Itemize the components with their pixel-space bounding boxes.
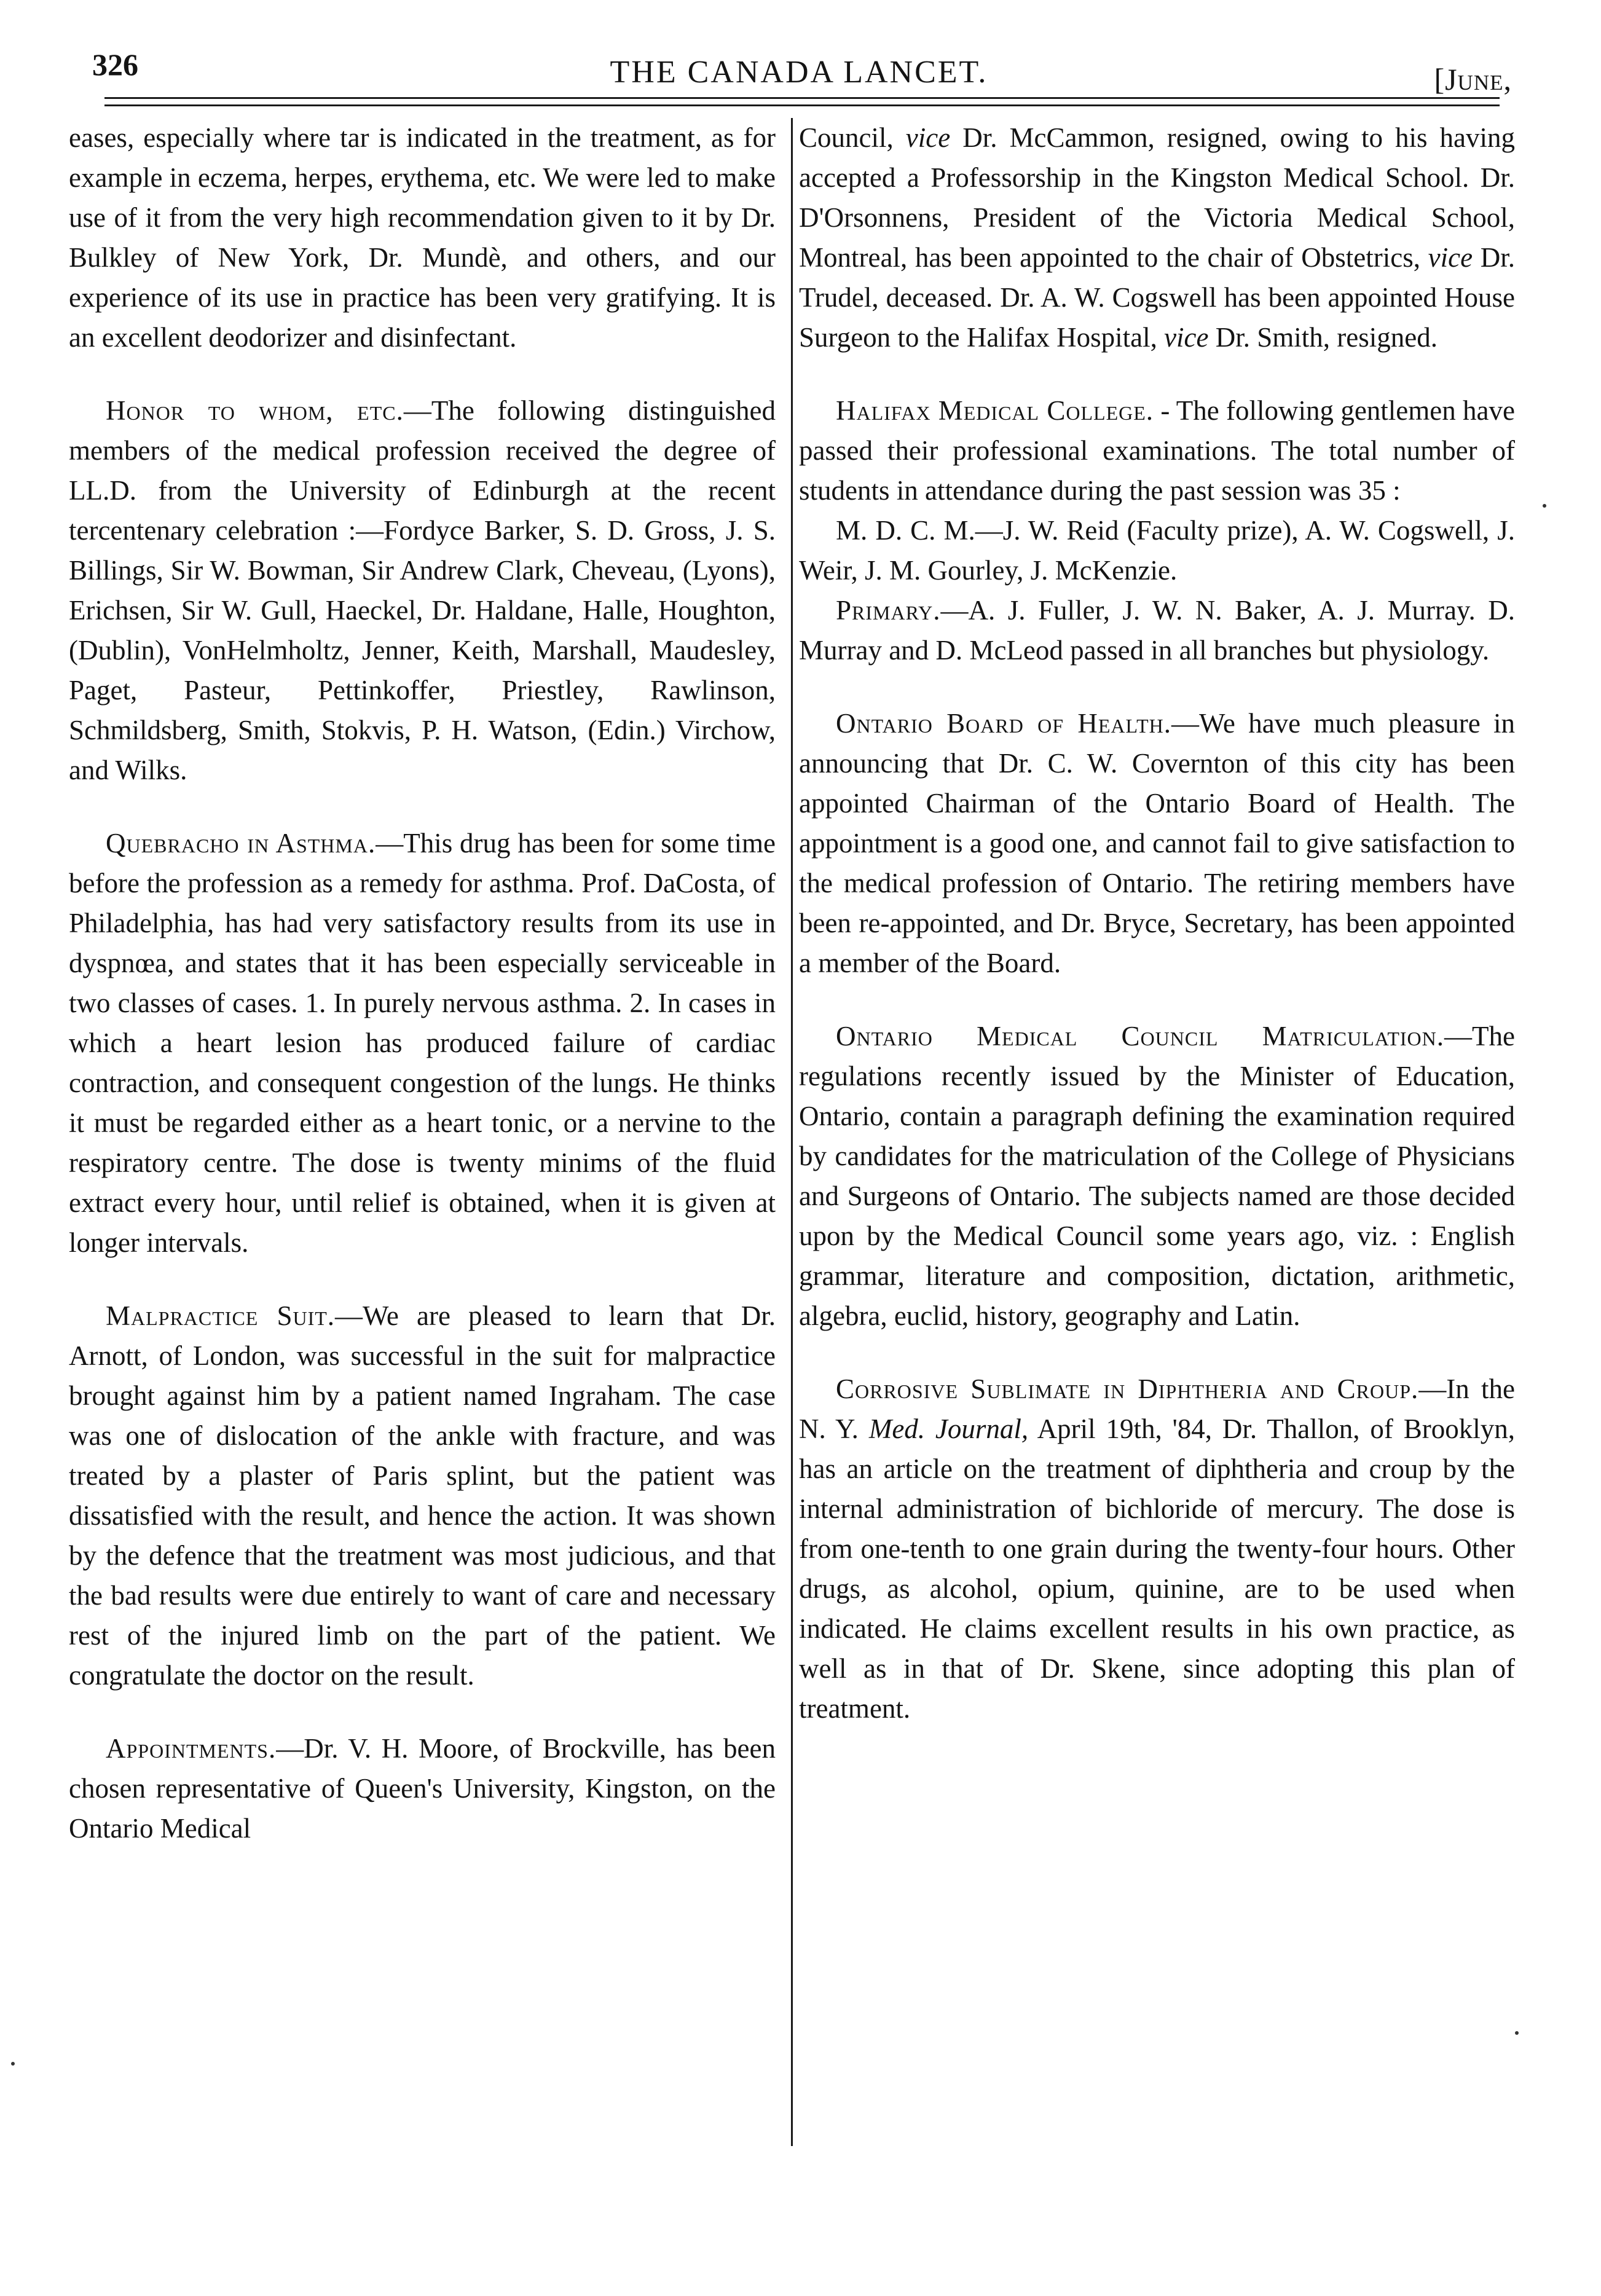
malpractice-heading: Malpractice Suit.	[106, 1300, 336, 1331]
corrosive-body-2: April 19th, '84, Dr. Thallon, of Brooklyn, has an article on the treatment of diphtheria and croup by the internal administration of bichloride of mercury. The dose is from one-tenth to one grain during the twenty-four hours. Other drugs, as alcohol, opium, quinine, are to be used when indicated. He claims excellent results in his own practice, as well as in that of Dr. Skene, since adopting this plan of treatment.	[799, 1413, 1515, 1724]
appointments-continued-paragraph	[799, 118, 1515, 358]
honor-heading: Honor to whom, etc.	[106, 395, 404, 426]
print-speck	[1515, 2031, 1519, 2035]
quebracho-heading: Quebracho in Asthma.	[106, 828, 376, 859]
left-column	[69, 118, 776, 1849]
malpractice-body: —We are pleased to learn that Dr. Arnott, of London, was successful in the suit for malpractice brought against him by a patient named Ingraham. The case was one of dislocation of the ankle with fracture, and was treated by a plaster of Paris splint, but the patient was dissatisfied with the result, and hence the action. It was shown by the defence that the treatment was most judicious, and that the bad results were due entirely to want of care and necessary rest of the injured limb on the part of the patient. We congratulate the doctor on the result.	[69, 1300, 776, 1691]
halifax-mdcm: M. D. C. M.—J. W. Reid (Faculty prize), A. W. Cogswell, J. Weir, J. M. Gourley, J. McKenzie.	[799, 515, 1515, 586]
appointments-continued-text-3: Dr. Trudel, deceased. Dr. A. W. Cogswell has been appointed House Surgeon to the Halifax Hospital,	[799, 242, 1515, 353]
corrosive-body-1: —In the N. Y.	[799, 1374, 1515, 1444]
right-column	[799, 118, 1515, 1729]
ontario-board-body: —We have much pleasure in announcing that Dr. C. W. Covernton of this city has been appointed Chairman of the Ontario Board of Health. The appointment is a good one, and cannot fail to give satisfaction to the medical profession of Ontario. The retiring members have been re-appointed, and Dr. Bryce, Secretary, has been appointed a member of the Board.	[799, 708, 1515, 978]
ontario-board-section	[799, 704, 1515, 983]
corrosive-section	[799, 1369, 1515, 1729]
malpractice-paragraph	[69, 1296, 776, 1696]
appointments-heading: Appointments.	[106, 1733, 277, 1764]
honor-section	[69, 391, 776, 790]
intro-paragraph: eases, especially where tar is indicated in the treatment, as for example in eczema, herpes, erythema, etc. We were led to make use of it from the very high recommendation given to it by Dr. Bulkley of New York, Dr. Mundè, and others, and our experience of its use in practice has been very gratifying. It is an excellent deodorizer and disinfectant.	[69, 122, 776, 353]
appointments-section	[69, 1729, 776, 1849]
print-speck	[1543, 504, 1546, 508]
corrosive-journal: Med. Journal,	[868, 1413, 1029, 1444]
quebracho-body: —This drug has been for some time before the profession as a remedy for asthma. Prof. DaCosta, of Philadelphia, has had very satisfactory results from its use in dyspnœa, and states that it has been especially serviceable in two classes of cases. 1. In purely nervous asthma. 2. In cases in which a heart lesion has produced failure of cardiac contraction, and consequent congestion of the lungs. He thinks it must be regarded either as a heart tonic, or a nervine to the respiratory centre. The dose is twenty minims of the fluid extract every hour, until relief is obtained, when it is given at longer intervals.	[69, 828, 776, 1258]
corrosive-heading: Corrosive Sublimate in Diphtheria and Croup.	[836, 1374, 1419, 1404]
halifax-primary-paragraph	[799, 591, 1515, 670]
vice-term-1: vice	[905, 122, 951, 153]
matriculation-heading: Ontario Medical Council Matriculation.	[836, 1021, 1445, 1052]
intro-section	[69, 118, 776, 358]
ontario-board-heading: Ontario Board of Health.	[836, 708, 1172, 739]
matriculation-paragraph	[799, 1016, 1515, 1336]
halifax-heading: Halifax Medical College.	[836, 395, 1154, 426]
header-rule-bottom	[104, 104, 1500, 106]
column-divider	[791, 118, 793, 2146]
quebracho-section	[69, 824, 776, 1263]
ontario-board-paragraph	[799, 704, 1515, 983]
halifax-section	[799, 391, 1515, 670]
header-rule-top	[104, 97, 1500, 99]
vice-term-2: vice	[1428, 242, 1473, 273]
issue-month: [June,	[1434, 62, 1512, 96]
halifax-primary-heading: Primary.	[836, 595, 941, 626]
halifax-paragraph	[799, 391, 1515, 511]
quebracho-paragraph	[69, 824, 776, 1263]
halifax-body: - The following gentlemen have passed their professional examinations. The total number of students in attendance during the past session was 35 :	[799, 395, 1515, 506]
journal-title: THE CANADA LANCET.	[610, 55, 988, 90]
vice-term-3: vice	[1164, 322, 1209, 353]
appointments-continued-text-1: Council,	[799, 122, 906, 153]
appointments-continued-section	[799, 118, 1515, 358]
appointments-continued-text-2: Dr. McCammon, resigned, owing to his having accepted a Professorship in the Kingston Medical School. Dr. D'Orsonnens, President of the Victoria Medical School, Montreal, has been appointed to the chair of Obstetrics,	[799, 122, 1515, 273]
corrosive-paragraph	[799, 1369, 1515, 1729]
matriculation-section	[799, 1016, 1515, 1336]
honor-paragraph	[69, 391, 776, 790]
appointments-continued-text-4: Dr. Smith, resigned.	[1208, 322, 1438, 353]
page-number: 326	[92, 47, 138, 82]
running-header	[86, 43, 1512, 104]
malpractice-section	[69, 1296, 776, 1696]
appointments-body: —Dr. V. H. Moore, of Brockville, has been chosen representative of Queen's University, Kingston, on the Ontario Medical	[69, 1733, 776, 1844]
print-speck	[11, 2062, 15, 2066]
matriculation-body: —The regulations recently issued by the Minister of Education, Ontario, contain a paragraph defining the examination required by candidates for the matriculation of the College of Physicians and Surgeons of Ontario. The subjects named are those decided upon by the Medical Council some years ago, viz. : English grammar, literature and composition, dictation, arithmetic, algebra, euclid, history, geography and Latin.	[799, 1021, 1515, 1331]
halifax-primary-body: —A. J. Fuller, J. W. N. Baker, A. J. Murray. D. Murray and D. McLeod passed in all branches but physiology.	[799, 595, 1515, 666]
honor-body: —The following distinguished members of the medical profession received the degree of LL.D. from the University of Edinburgh at the recent tercentenary celebration :—Fordyce Barker, S. D. Gross, J. S. Billings, Sir W. Bowman, Sir Andrew Clark, Cheveau, (Lyons), Erichsen, Sir W. Gull, Haeckel, Dr. Haldane, Halle, Houghton, (Dublin), VonHelmholtz, Jenner, Keith, Marshall, Maudesley, Paget, Pasteur, Pettinkoffer, Priestley, Rawlinson, Schmildsberg, Smith, Stokvis, P. H. Watson, (Edin.) Virchow, and Wilks.	[69, 395, 776, 785]
appointments-paragraph	[69, 1729, 776, 1849]
